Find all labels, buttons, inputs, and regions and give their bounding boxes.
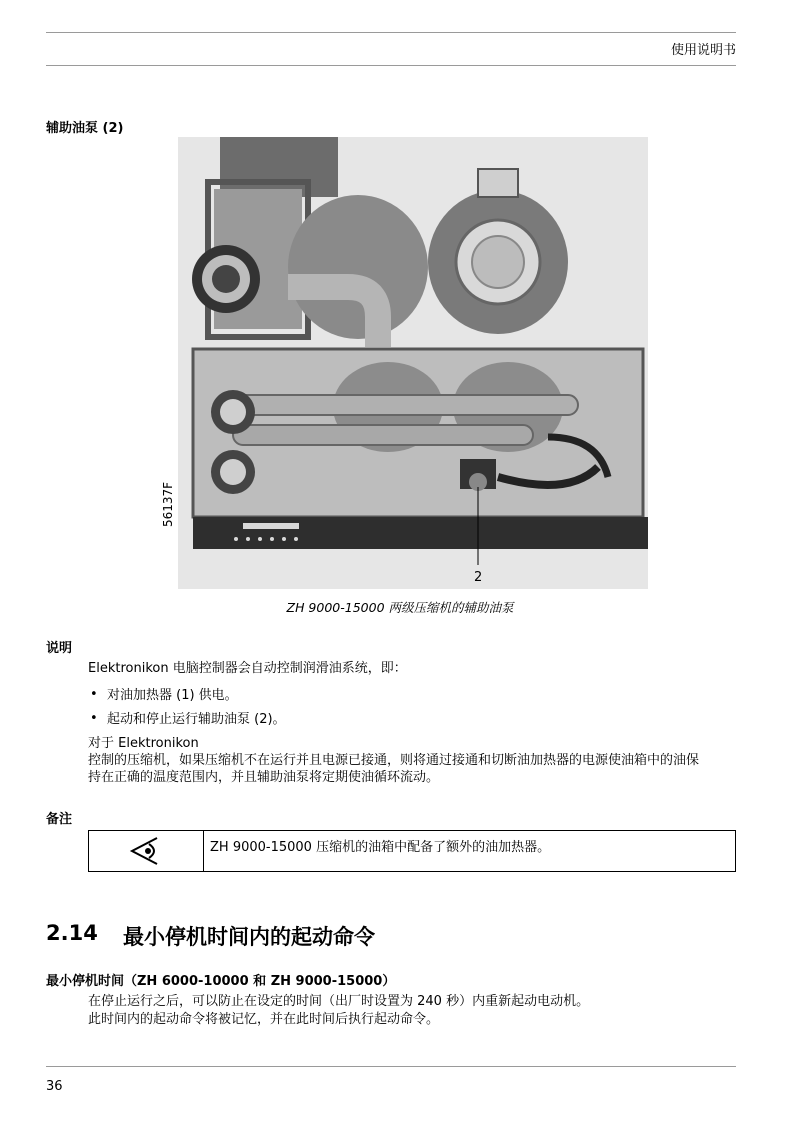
- note-text: ZH 9000-15000 压缩机的油箱中配备了额外的油加热器。: [210, 840, 551, 855]
- note-heading: 备注: [46, 812, 73, 827]
- bullet-dot-2: •: [90, 711, 98, 726]
- bullet-item-1: 对油加热器 (1) 供电。: [107, 688, 238, 703]
- figure-caption: ZH 9000-15000 两级压缩机的辅助油泵: [286, 600, 514, 615]
- section-number: 2.14: [46, 921, 98, 945]
- description-intro: Elektronikon 电脑控制器会自动控制润滑油系统，即：: [88, 661, 407, 676]
- figure-callout-number: 2: [474, 570, 483, 585]
- header-top-rule: [46, 32, 736, 33]
- description-paragraph-line-1: 对于 Elektronikon: [88, 736, 199, 751]
- document-title: 使用说明书: [670, 43, 736, 58]
- note-box: [88, 830, 736, 872]
- section-body-line-2: 此时间内的起动命令将被记忆，并在此时间后执行起动命令。: [88, 1012, 440, 1027]
- section-title-oil-pump: 辅助油泵 (2): [46, 121, 124, 136]
- footer-rule: [46, 1066, 736, 1067]
- section-body-line-1: 在停止运行之后，可以防止在设定的时间（出厂时设置为 240 秒）内重新起动电动机。: [88, 994, 590, 1009]
- bullet-item-2: 起动和停止运行辅助油泵 (2)。: [107, 712, 286, 727]
- eye-note-icon: [127, 835, 167, 867]
- figure-side-code: 56137F: [161, 481, 175, 527]
- compressor-photo: [161, 137, 648, 589]
- header-bottom-rule: [46, 65, 736, 66]
- note-icon-cell: [89, 831, 204, 871]
- description-heading: 说明: [46, 641, 73, 656]
- description-paragraph-line-3: 持在正确的温度范围内，并且辅助油泵将定期使油循环流动。: [88, 770, 440, 785]
- page-number: 36: [46, 1079, 63, 1094]
- section-subheading: 最小停机时间（ZH 6000-10000 和 ZH 9000-15000）: [46, 974, 396, 989]
- description-paragraph-line-2: 控制的压缩机，如果压缩机不在运行并且电源已接通，则将通过接通和切断油加热器的电源使油箱中的油保: [88, 753, 700, 768]
- bullet-dot-1: •: [90, 687, 98, 702]
- section-title: 最小停机时间内的起动命令: [123, 925, 375, 949]
